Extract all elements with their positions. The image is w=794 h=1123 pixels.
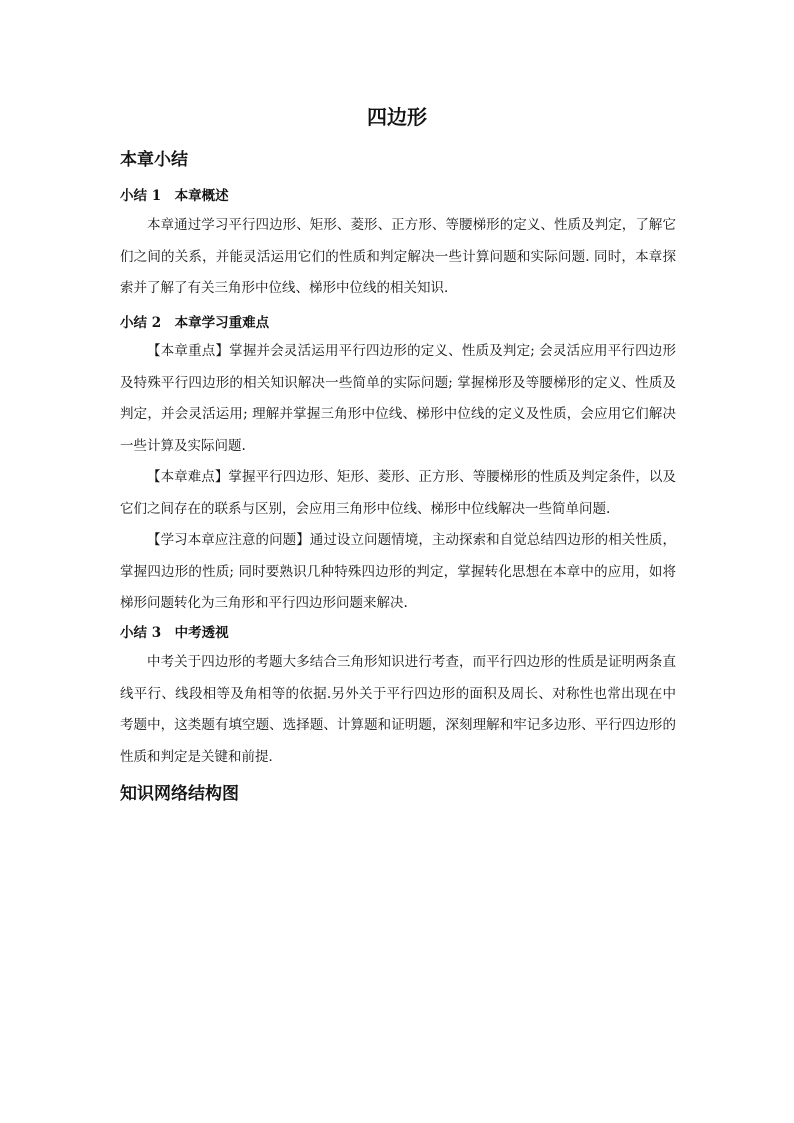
summary-1-body: 本章通过学习平行四边形、矩形、菱形、正方形、等腰梯形的定义、性质及判定，了解它们之间的关系，并能灵活运用它们的性质和判定解决一些计算问题和实际问题. 同时，本章探索并了解了有关三角形中位线、梯形中位线的相关知识． [120,217,676,296]
summary-2-heading: 小结 2 本章学习重难点 [120,315,270,331]
summary-3-heading: 小结 3 中考透视 [120,625,229,641]
document-title: 四边形 [367,105,427,129]
summary-3-body: 中考关于四边形的考题大多结合三角形知识进行考查，而平行四边形的性质是证明两条直线平行、线段相等及角相等的依据.另外关于平行四边形的面积及周长、对称性也常出现在中考题中，这类题有填空题、选择题、计算题和证明题，深刻理解和牢记多边形、平行四边形的性质和判定是关键和前提． [120,654,676,765]
attention-paragraph: 【学习本章应注意的问题】通过设立问题情境，主动探索和自觉总结四边形的相关性质，掌握四边形的性质; 同时要熟识几种特殊四边形的判定，掌握转化思想在本章中的应用，如将梯形问题转化为三角形和平行四边形问题来解决. [120,532,676,611]
knowledge-network-heading: 知识网络结构图 [120,784,239,804]
key-points-paragraph: 【本章重点】掌握并会灵活运用平行四边形的定义、性质及判定; 会灵活应用平行四边形及特殊平行四边形的相关知识解决一些简单的实际问题; 掌握梯形及等腰梯形的定义、性质及判定，并会灵活运用; 理解并掌握三角形中位线、梯形中位线的定义及性质，会应用它们解决一些计算及实际问题. [120,343,676,454]
chapter-summary-heading: 本章小结 [120,150,188,170]
difficult-points-paragraph: 【本章难点】掌握平行四边形、矩形、菱形、正方形、等腰梯形的性质及判定条件，以及它们之间存在的联系与区别，会应用三角形中位线、梯形中位线解决一些简单问题. [120,469,676,517]
summary-1-heading: 小结 1 本章概述 [120,188,229,204]
